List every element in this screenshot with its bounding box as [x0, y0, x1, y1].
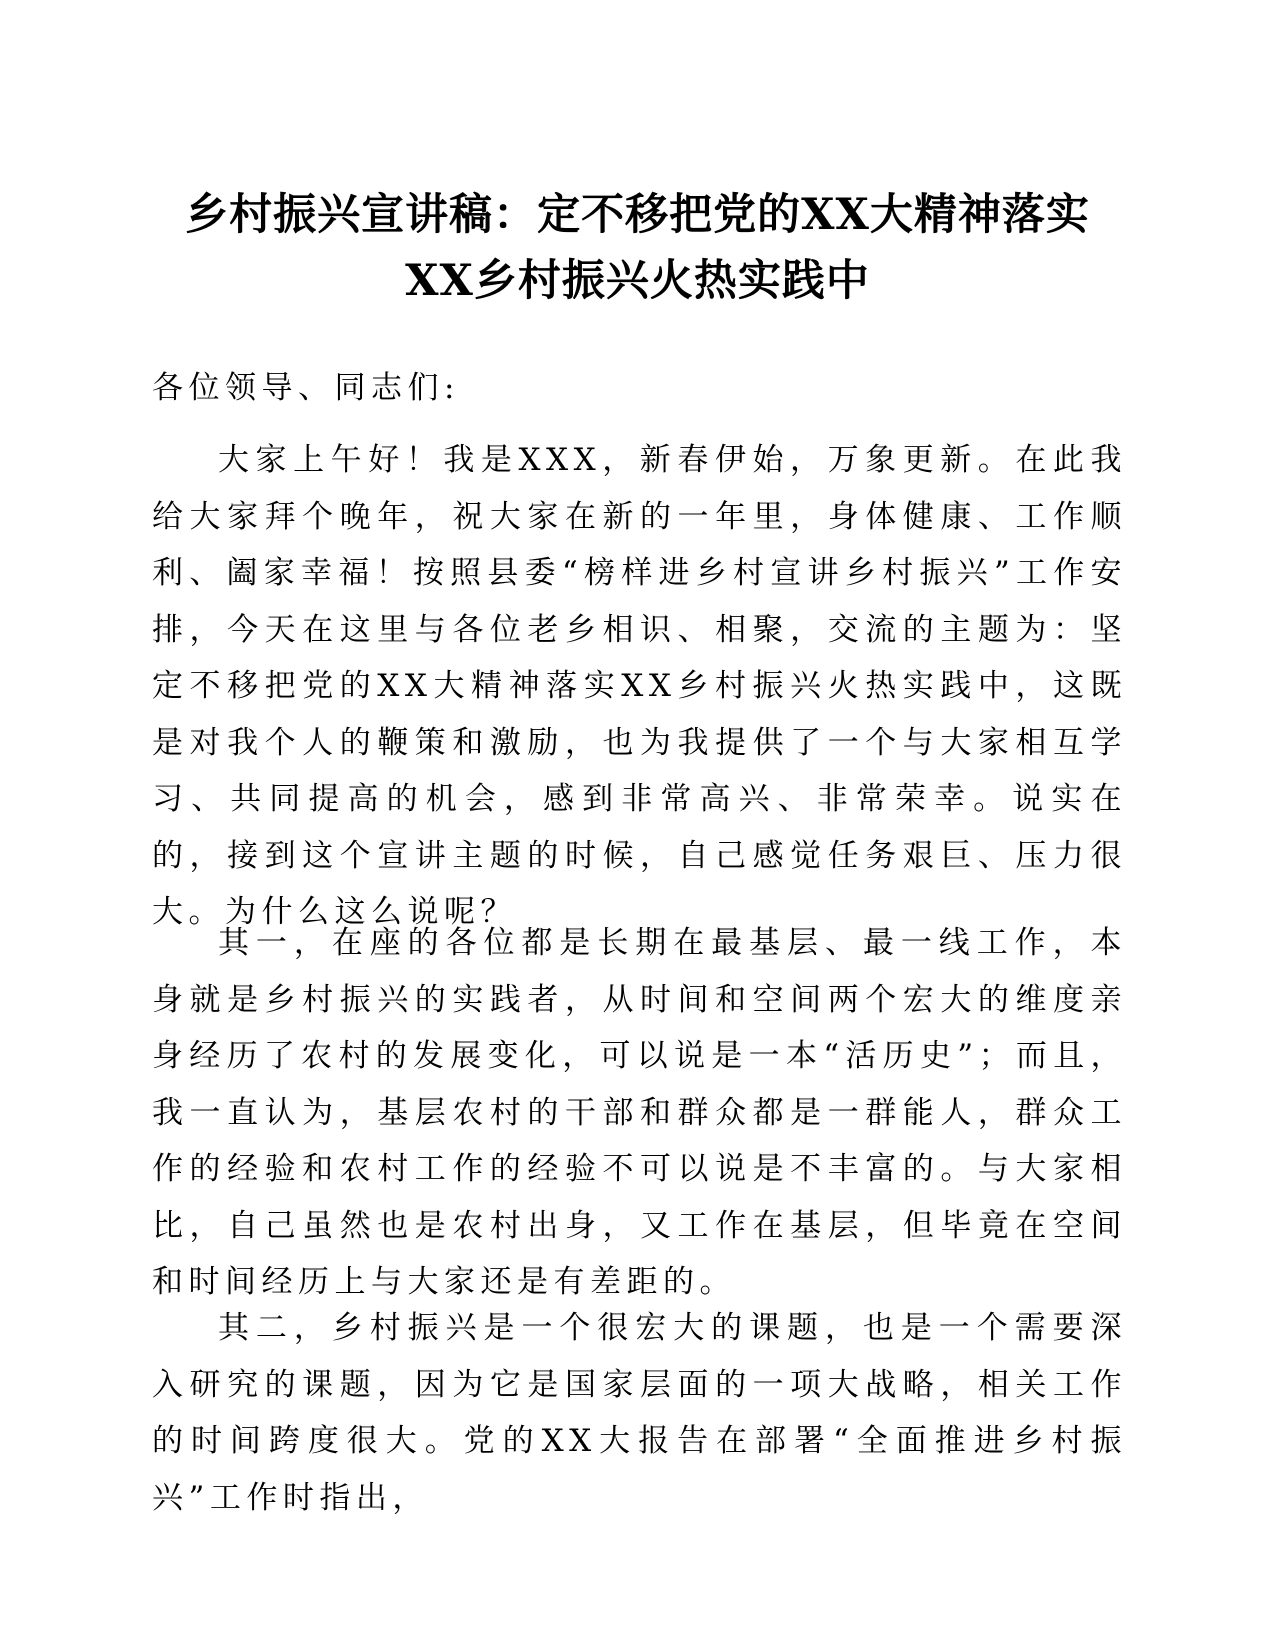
title-line-2: XX乡村振兴火热实践中: [405, 256, 870, 306]
paragraph-3: 其二，乡村振兴是一个很宏大的课题，也是一个需要深入研究的课题，因为它是国家层面的一项大战略，相关工作的时间跨度很大。党的XX大报告在部署“全面推进乡村振兴”工作时指出，: [152, 1310, 1127, 1516]
title-line-1: 乡村振兴宣讲稿：定不移把党的XX大精神落实: [185, 190, 1090, 240]
salutation: 各位领导、同志们:: [152, 370, 460, 406]
paragraph-2: 其一，在座的各位都是长期在最基层、最一线工作，本身就是乡村振兴的实践者，从时间和空间两个宏大的维度亲身经历了农村的发展变化，可以说是一本“活历史”；而且，我一直认为，基层农村的干部和群众都是一群能人，群众工作的经验和农村工作的经验不可以说是不丰富的。与大家相比，自己虽然也是农村出身，又工作在基层，但毕竟在空间和时间经历上与大家还是有差距的。: [152, 925, 1127, 1300]
document-title: [140, 182, 1135, 314]
paragraph-1: 大家上午好！我是XXX，新春伊始，万象更新。在此我给大家拜个晚年，祝大家在新的一年里，身体健康、工作顺利、阖家幸福！按照县委“榜样进乡村宣讲乡村振兴”工作安排，今天在这里与各位老乡相识、相聚，交流的主题为：坚定不移把党的XX大精神落实XX乡村振兴火热实践中，这既是对我个人的鞭策和激励，也为我提供了一个与大家相互学习、共同提高的机会，感到非常高兴、非常荣幸。说实在的，接到这个宣讲主题的时候，自己感觉任务艰巨、压力很大。为什么这么说呢？: [152, 442, 1127, 930]
